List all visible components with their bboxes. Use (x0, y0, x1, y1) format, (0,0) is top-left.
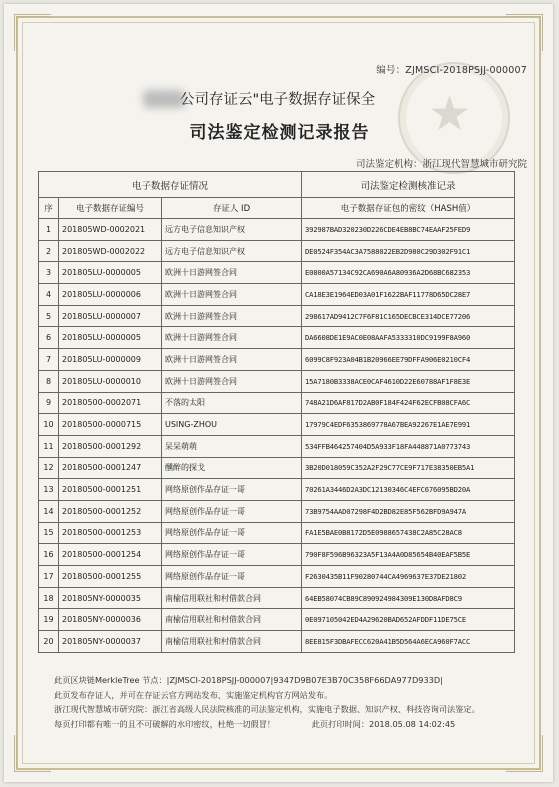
cell-hash: FA1E5BAE0B8172D5E0988657438C2A85C28AC8 (302, 522, 515, 544)
col-header-hash: 电子数据存证包的密纹（HASH值） (302, 198, 515, 219)
cell-person-id: 欧洲十日游网签合同 (162, 370, 302, 392)
cell-person-id: 网络原创作品存证一哥 (162, 566, 302, 588)
table-row (39, 435, 515, 457)
table-row (39, 479, 515, 501)
report-title: 司法鉴定检测记录报告 (189, 123, 370, 143)
cell-no: 20 (39, 631, 59, 653)
table-row (39, 414, 515, 436)
cell-hash: 73B9754AAD07298F4D2BD82E85F562BFD9A947A (302, 500, 515, 522)
title-line-1: 公司存证云"电子数据存证保全 (180, 92, 376, 108)
cell-person-id: 欧洲十日游网签合同 (162, 327, 302, 349)
col-header-no: 序 (39, 198, 59, 219)
cell-no: 18 (39, 587, 59, 609)
footer-notes (54, 673, 480, 731)
cell-no: 11 (39, 435, 59, 457)
cell-record-id: 20180500-0001253 (59, 522, 162, 544)
table-row (39, 609, 515, 631)
cell-record-id: 201805LU-0000010 (59, 370, 162, 392)
border-corner-ornament (506, 14, 543, 51)
cell-no: 10 (39, 414, 59, 436)
footer-watermark-line (54, 717, 480, 732)
table-row (39, 500, 515, 522)
cell-hash: 0E097105042ED4A29620BAD652AFDDF11DE75CE (302, 609, 515, 631)
col-header-id: 电子数据存证编号 (59, 198, 162, 219)
cell-no: 15 (39, 522, 59, 544)
cell-record-id: 201805WD-0002022 (59, 240, 162, 262)
cell-hash: 790F8F596B96323A5F13A4A0D85654B40EAF5B5E (302, 544, 515, 566)
cell-record-id: 201805LU-0000009 (59, 349, 162, 371)
footer-institution-note: 浙江现代智慧城市研究院：浙江省高级人民法院核准的司法鉴定机构，实施电子数据、知识产权、科技咨询司法鉴定。 (54, 704, 480, 714)
cell-no: 7 (39, 349, 59, 371)
cell-person-id: 南榆信用联社和村借款合同 (162, 587, 302, 609)
cell-hash: 70261A3446D2A3DC12130346C4EFC676095BD20A (302, 479, 515, 501)
cell-no: 5 (39, 305, 59, 327)
cell-no: 2 (39, 240, 59, 262)
cell-no: 17 (39, 566, 59, 588)
cell-record-id: 20180500-0001255 (59, 566, 162, 588)
cell-hash: DE0524F354AC3A7588022EB2D980C29D302F91C1 (302, 240, 515, 262)
footer-merkle-node: 此页区块链MerkleTree 节点：|ZJMSCI-2018PSJJ-000007|9347D9B07E3B70C358F66DA977D933D| (54, 675, 443, 685)
table-row (39, 305, 515, 327)
cell-person-id: 欧洲十日游网签合同 (162, 305, 302, 327)
appraisal-institution: 司法鉴定机构：浙江现代智慧城市研究院 (355, 159, 527, 170)
cell-record-id: 20180500-0001247 (59, 457, 162, 479)
cell-hash: 392987BAD320230D226CDE4EB8BC74EAAF25FED9 (302, 219, 515, 241)
footer-watermark-note: 每页打印都有唯一的且不可破解的水印密纹，杜绝一切假冒！ (54, 718, 276, 729)
cell-person-id: 欧洲十日游网签合同 (162, 349, 302, 371)
table-row (39, 392, 515, 414)
table-row (39, 262, 515, 284)
cell-person-id: 醺醉的探戈 (162, 457, 302, 479)
cell-person-id: 网络原创作品存证一哥 (162, 479, 302, 501)
cell-person-id: USING-ZHOU (162, 414, 302, 436)
cell-record-id: 20180500-0001252 (59, 500, 162, 522)
redacted-company-name (143, 90, 185, 108)
cell-no: 3 (39, 262, 59, 284)
col-header-person: 存证人 ID (162, 198, 302, 219)
cell-record-id: 201805WD-0002021 (59, 219, 162, 241)
cell-record-id: 201805LU-0000007 (59, 305, 162, 327)
table-row (39, 349, 515, 371)
group-header-right: 司法鉴定检测核准记录 (302, 172, 515, 198)
cell-record-id: 201805NY-0000035 (59, 587, 162, 609)
cell-person-id: 网络原创作品存证一哥 (162, 522, 302, 544)
cell-record-id: 201805NY-0000036 (59, 609, 162, 631)
cell-record-id: 20180500-0000715 (59, 414, 162, 436)
table-row (39, 370, 515, 392)
cell-person-id: 远方电子信息知识产权 (162, 240, 302, 262)
cell-hash: DA6608DE1E9AC0E08AAFA5333310DC9199F8A960 (302, 327, 515, 349)
table-row (39, 544, 515, 566)
cell-person-id: 呆呆萌萌 (162, 435, 302, 457)
border-corner-ornament (506, 735, 543, 772)
cell-no: 19 (39, 609, 59, 631)
footer-print-time: 此页打印时间：2018.05.08 14:02:45 (311, 718, 456, 729)
cell-hash: 3B20D018059C352A2F29C77CE9F717E38350EB5A1 (302, 457, 515, 479)
cell-person-id: 网络原创作品存证一哥 (162, 500, 302, 522)
table-row (39, 327, 515, 349)
table-row (39, 566, 515, 588)
cell-person-id: 欧洲十日游网签合同 (162, 262, 302, 284)
cell-hash: 6099C8F923A04B1B20966EE79DFFA906E0210CF4 (302, 349, 515, 371)
cell-no: 6 (39, 327, 59, 349)
cell-record-id: 201805LU-0000005 (59, 262, 162, 284)
cell-no: 12 (39, 457, 59, 479)
table-row (39, 240, 515, 262)
cell-hash: 8EE815F3DBAFECC620A41B5D564A6ECA960F7ACC (302, 631, 515, 653)
cell-no: 8 (39, 370, 59, 392)
table-row (39, 219, 515, 241)
cell-hash: F2630435B11F90280744CA4969637E37DE21802 (302, 566, 515, 588)
cell-person-id: 网络原创作品存证一哥 (162, 544, 302, 566)
table-row (39, 284, 515, 306)
table-row (39, 457, 515, 479)
cell-person-id: 南榆信用联社和村借款合同 (162, 631, 302, 653)
cell-no: 13 (39, 479, 59, 501)
cell-record-id: 20180500-0001251 (59, 479, 162, 501)
table-row (39, 587, 515, 609)
star-icon: ★ (428, 86, 472, 142)
cell-hash: 17979C4EDF6353869778A67BEA92267E1AE7E991 (302, 414, 515, 436)
cell-person-id: 欧洲十日游网签合同 (162, 284, 302, 306)
cell-hash: CA18E3E1964ED03A01F1622BAF11778D65DC28E7 (302, 284, 515, 306)
group-header-left: 电子数据存证情况 (39, 172, 302, 198)
cell-no: 1 (39, 219, 59, 241)
table-row (39, 522, 515, 544)
cell-hash: 748A21D6AF817D2AB0F184F424F62ECFB08CFA6C (302, 392, 515, 414)
cell-record-id: 20180500-0001292 (59, 435, 162, 457)
cell-record-id: 20180500-0002071 (59, 392, 162, 414)
cell-record-id: 201805LU-0000006 (59, 284, 162, 306)
cell-hash: 534FFB464257404D5A933F18FA448871A0773743 (302, 435, 515, 457)
cell-hash: 64EB58074CB89C890924984309E130D8AFD8C9 (302, 587, 515, 609)
footer-publish-note: 此页发布存证人，并可在存证云官方网站发布、实施鉴定机构官方网站发布。 (54, 689, 333, 700)
cell-person-id: 远方电子信息知识产权 (162, 219, 302, 241)
table-row (39, 631, 515, 653)
cell-no: 4 (39, 284, 59, 306)
cell-person-id: 不落的太阳 (162, 392, 302, 414)
cell-hash: E0800A57134C92CA690A6A80936A2D68BC682353 (302, 262, 515, 284)
cell-no: 16 (39, 544, 59, 566)
cell-person-id: 南榆信用联社和村借款合同 (162, 609, 302, 631)
cell-record-id: 201805NY-0000037 (59, 631, 162, 653)
cell-hash: 298617AD9412C7F6F81C165DECBCE314DCE77206 (302, 305, 515, 327)
cell-no: 9 (39, 392, 59, 414)
border-corner-ornament (14, 735, 51, 772)
cell-no: 14 (39, 500, 59, 522)
cell-hash: 15A7180B3338ACE0CAF4610D22E60788AF1F8E3E (302, 370, 515, 392)
cell-record-id: 20180500-0001254 (59, 544, 162, 566)
border-corner-ornament (14, 14, 51, 51)
records-table (38, 171, 515, 653)
document-number: 编号：ZJMSCI-2018PSJJ-000007 (376, 65, 527, 76)
cell-record-id: 201805LU-0000005 (59, 327, 162, 349)
